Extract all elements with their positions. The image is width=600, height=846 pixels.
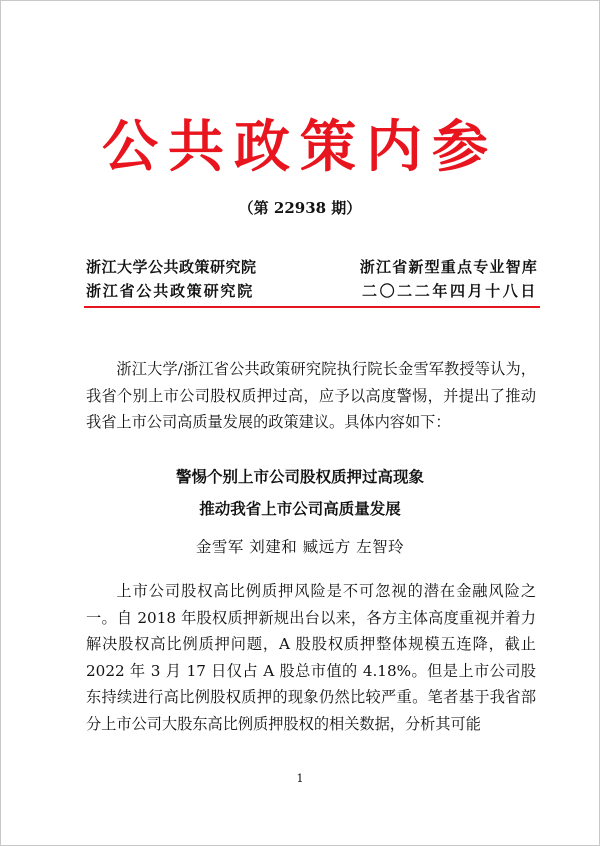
think-tank-name: 浙江省新型重点专业智库 xyxy=(359,258,538,276)
header-row-2 xyxy=(86,280,538,302)
page-number: 1 xyxy=(296,772,304,785)
issue-date: 二〇二二年四月十八日 xyxy=(361,282,538,300)
issue-number: （第 22938 期） xyxy=(238,199,362,217)
article-title-line-1: 警惕个别上市公司股权质押过高现象 xyxy=(175,468,424,486)
article-title-line-2: 推动我省上市公司高质量发展 xyxy=(199,500,401,518)
masthead-title: 公共政策内参 xyxy=(102,114,498,180)
header-row-1 xyxy=(86,256,538,278)
body-paragraph: 上市公司股权高比例质押风险是不可忽视的潜在金融风险之一。自 2018 年股权质押新规出台以来，各方主体高度重视并着力解决股权高比例质押问题，A 股股权质押整体规模五连降，截止 2022 年 3 月 17 日仅占 A 股总市值的 4.18%。但是上市公司股东持续进行高比例股权质押的现象仍然比较严重。笔者基于我省部分上市公司大股东高比例质押股权的相关数据，分析其可能 xyxy=(86,582,536,733)
intro-paragraph: 浙江大学/浙江省公共政策研究院执行院长金雪军教授等认为，我省个别上市公司股权质押过高，应予以高度警惕，并提出了推动我省上市公司高质量发展的政策建议。具体内容如下： xyxy=(86,360,536,431)
authors: 金雪军 刘建和 臧远方 左智玲 xyxy=(195,538,405,556)
red-divider xyxy=(84,306,540,308)
provincial-institute-name: 浙江省公共政策研究院 xyxy=(86,282,255,300)
institute-name: 浙江大学公共政策研究院 xyxy=(86,258,257,276)
